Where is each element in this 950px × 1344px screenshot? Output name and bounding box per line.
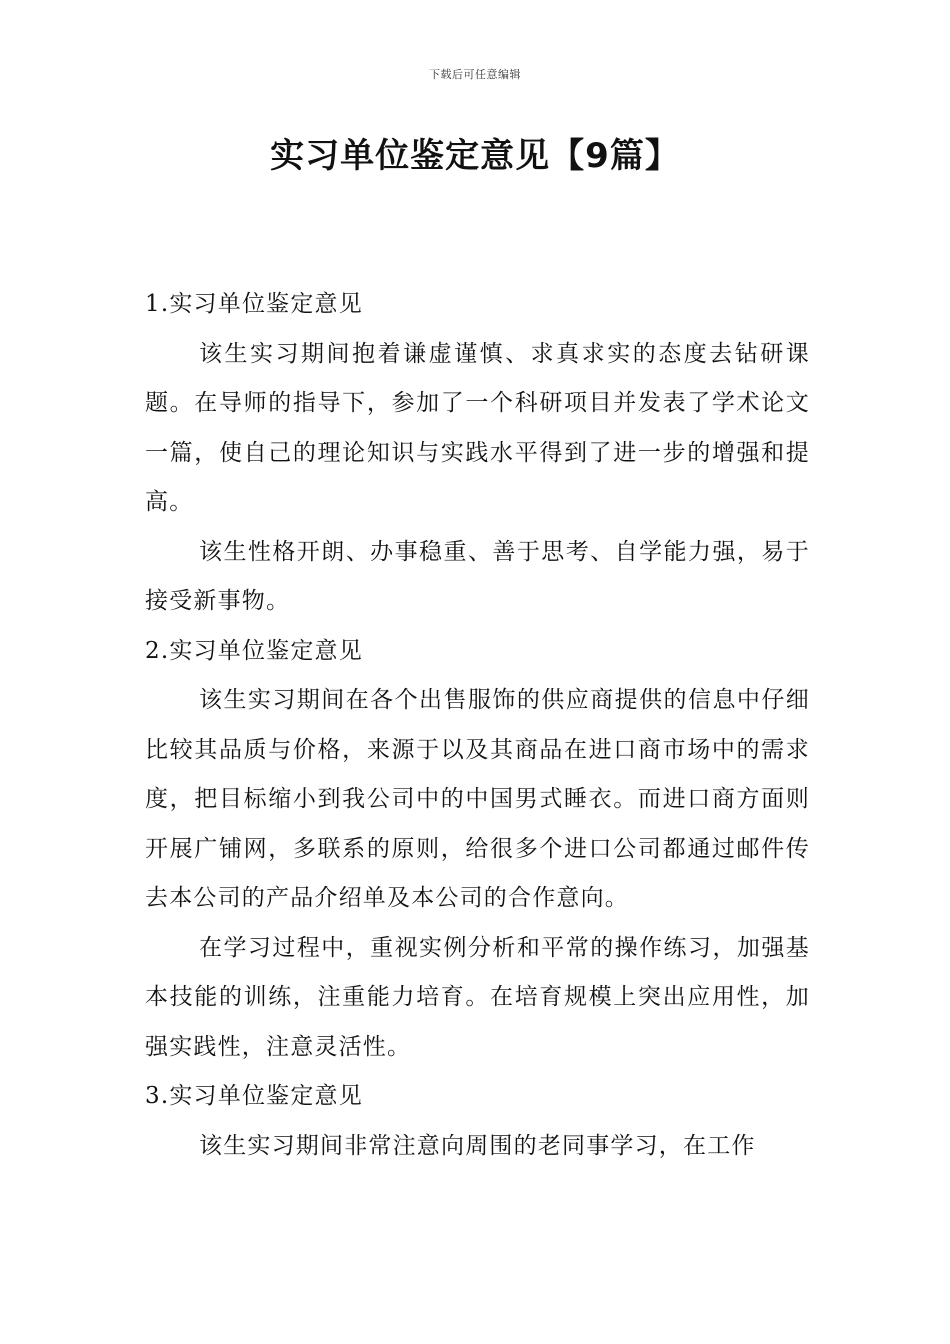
paragraph: 该生实习期间在各个出售服饰的供应商提供的信息中仔细比较其品质与价格，来源于以及其商品在进口商市场中的需求度，把目标缩小到我公司中的中国男式睡衣。而进口商方面则开展广铺网，多联系的原则，给很多个进口公司都通过邮件传去本公司的产品介绍单及本公司的合作意向。 (145, 687, 810, 911)
paragraph: 该生实习期间非常注意向周围的老同事学习，在工作 (199, 1132, 756, 1159)
paragraph: 该生性格开朗、办事稳重、善于思考、自学能力强，易于接受新事物。 (145, 538, 810, 614)
paragraph: 在学习过程中，重视实例分析和平常的操作练习，加强基本技能的训练，注重能力培育。在培育规模上突出应用性，加强实践性，注意灵活性。 (145, 934, 810, 1060)
document-body (145, 280, 810, 1171)
section-heading: 2.实习单位鉴定意见 (145, 637, 363, 664)
section-heading: 1.实习单位鉴定意见 (145, 291, 363, 317)
paragraph: 该生实习期间抱着谦虚谨慎、求真求实的态度去钻研课题。在导师的指导下，参加了一个科研项目并发表了学术论文一篇，使自己的理论知识与实践水平得到了进一步的增强和提高。 (145, 340, 810, 515)
header-note: 下载后可任意编辑 (429, 68, 521, 81)
document-title: 实习单位鉴定意见【9篇】 (270, 136, 680, 176)
section-heading: 3.实习单位鉴定意见 (145, 1083, 363, 1109)
